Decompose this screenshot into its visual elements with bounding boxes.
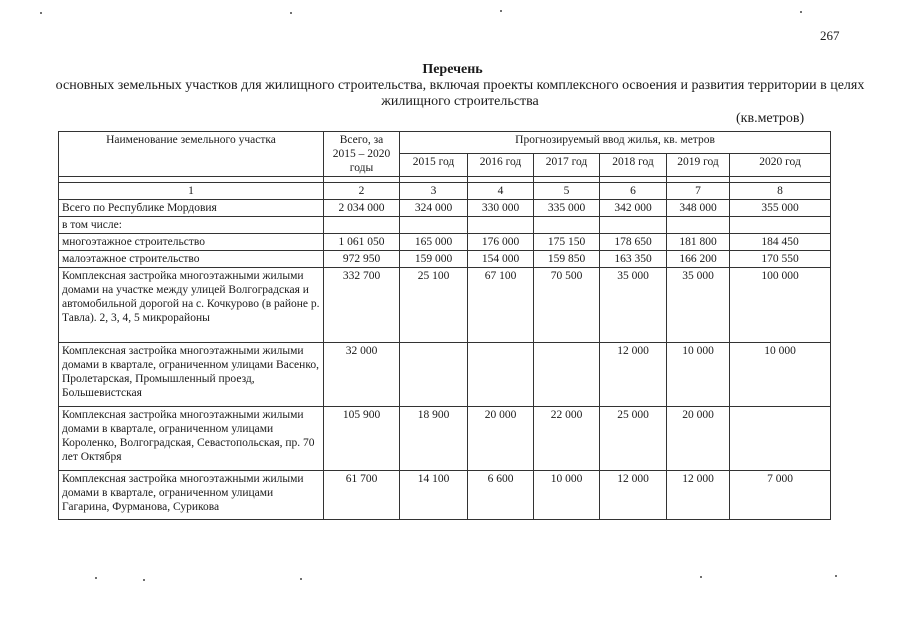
header-year: 2015 год — [400, 154, 468, 177]
row-value: 184 450 — [730, 234, 831, 251]
row-name: Комплексная застройка многоэтажными жилыми домами в квартале, ограниченном улицами Гагарина, Фурманова, Сурикова — [59, 471, 324, 520]
row-value: 176 000 — [468, 234, 534, 251]
units-label: (кв.метров) — [736, 111, 805, 126]
row-value: 12 000 — [600, 471, 667, 520]
header-total: Всего, за 2015 – 2020 годы — [324, 132, 400, 177]
row-value — [534, 343, 600, 407]
row-total: 972 950 — [324, 251, 400, 268]
row-name: малоэтажное строительство — [59, 251, 324, 268]
land-plots-table — [58, 131, 831, 520]
document-subtitle: основных земельных участков для жилищного строительства, включая проекты комплексного освоения и развития территории в целях жилищного строительства — [55, 78, 865, 109]
row-total: 32 000 — [324, 343, 400, 407]
column-number: 7 — [667, 183, 730, 200]
row-value: 35 000 — [667, 268, 730, 343]
header-year: 2018 год — [600, 154, 667, 177]
row-value: 175 150 — [534, 234, 600, 251]
row-value: 159 850 — [534, 251, 600, 268]
row-value: 324 000 — [400, 200, 468, 217]
column-number: 4 — [468, 183, 534, 200]
row-total: 61 700 — [324, 471, 400, 520]
row-value: 170 550 — [730, 251, 831, 268]
row-value — [667, 217, 730, 234]
row-value: 12 000 — [667, 471, 730, 520]
row-value — [400, 343, 468, 407]
row-total — [324, 217, 400, 234]
header-year: 2019 год — [667, 154, 730, 177]
row-name: многоэтажное строительство — [59, 234, 324, 251]
row-value: 14 100 — [400, 471, 468, 520]
row-value: 35 000 — [600, 268, 667, 343]
row-value — [468, 343, 534, 407]
row-value: 348 000 — [667, 200, 730, 217]
row-value: 18 900 — [400, 407, 468, 471]
row-value: 6 600 — [468, 471, 534, 520]
row-value: 70 500 — [534, 268, 600, 343]
row-value: 100 000 — [730, 268, 831, 343]
row-value — [468, 217, 534, 234]
row-value: 159 000 — [400, 251, 468, 268]
row-value: 355 000 — [730, 200, 831, 217]
header-name: Наименование земельного участка — [59, 132, 324, 177]
row-name: Комплексная застройка многоэтажными жилыми домами в квартале, ограниченном улицами Короленко, Волгоградская, Севастопольская, пр. 70 лет Октября — [59, 407, 324, 471]
column-number-row — [59, 183, 831, 200]
row-value: 181 800 — [667, 234, 730, 251]
table-row — [59, 343, 831, 407]
row-value: 7 000 — [730, 471, 831, 520]
table-row — [59, 268, 831, 343]
document-title: Перечень — [422, 62, 483, 77]
row-value: 166 200 — [667, 251, 730, 268]
row-value: 20 000 — [468, 407, 534, 471]
row-value: 163 350 — [600, 251, 667, 268]
row-name: Комплексная застройка многоэтажными жилыми домами на участке между улицей Волгоградская и автомобильной дорогой на с. Кочкурово (в районе р. Тавла). 2, 3, 4, 5 микрорайоны — [59, 268, 324, 343]
row-value: 330 000 — [468, 200, 534, 217]
row-value: 154 000 — [468, 251, 534, 268]
row-value — [400, 217, 468, 234]
row-name: Всего по Республике Мордовия — [59, 200, 324, 217]
row-value: 10 000 — [534, 471, 600, 520]
page-number: 267 — [820, 28, 840, 43]
row-total: 1 061 050 — [324, 234, 400, 251]
row-value: 25 000 — [600, 407, 667, 471]
table-row — [59, 407, 831, 471]
row-value: 10 000 — [730, 343, 831, 407]
table-row — [59, 217, 831, 234]
row-value — [730, 407, 831, 471]
table-row — [59, 200, 831, 217]
row-name: Комплексная застройка многоэтажными жилыми домами в квартале, ограниченном улицами Васенко, Пролетарская, Промышленный проезд, Большевистская — [59, 343, 324, 407]
row-value: 22 000 — [534, 407, 600, 471]
row-value: 10 000 — [667, 343, 730, 407]
table-row — [59, 251, 831, 268]
row-value — [534, 217, 600, 234]
column-number: 2 — [324, 183, 400, 200]
column-number: 8 — [730, 183, 831, 200]
header-year: 2017 год — [534, 154, 600, 177]
row-total: 105 900 — [324, 407, 400, 471]
header-year: 2020 год — [730, 154, 831, 177]
header-forecast: Прогнозируемый ввод жилья, кв. метров — [400, 132, 831, 154]
row-value — [730, 217, 831, 234]
row-name: в том числе: — [59, 217, 324, 234]
row-total: 332 700 — [324, 268, 400, 343]
row-value: 178 650 — [600, 234, 667, 251]
row-value: 12 000 — [600, 343, 667, 407]
row-value: 67 100 — [468, 268, 534, 343]
row-value: 20 000 — [667, 407, 730, 471]
column-number: 1 — [59, 183, 324, 200]
table-header-row — [59, 132, 831, 154]
row-value: 25 100 — [400, 268, 468, 343]
table-row — [59, 234, 831, 251]
row-value: 342 000 — [600, 200, 667, 217]
header-year: 2016 год — [468, 154, 534, 177]
row-value — [600, 217, 667, 234]
column-number: 6 — [600, 183, 667, 200]
table-row — [59, 471, 831, 520]
column-number: 3 — [400, 183, 468, 200]
row-value: 335 000 — [534, 200, 600, 217]
row-value: 165 000 — [400, 234, 468, 251]
row-total: 2 034 000 — [324, 200, 400, 217]
column-number: 5 — [534, 183, 600, 200]
